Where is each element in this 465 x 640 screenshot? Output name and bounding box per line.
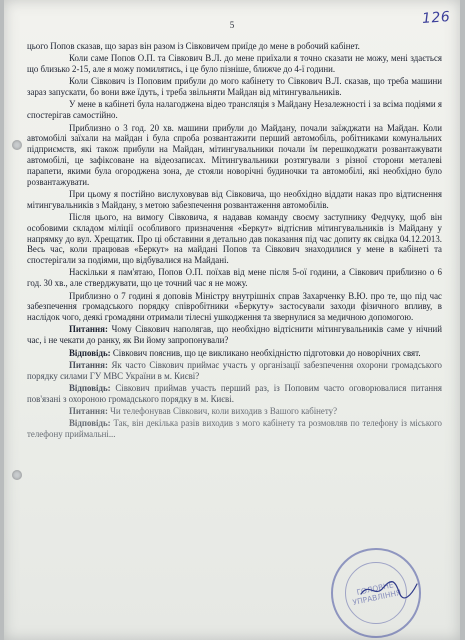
qa-label: Питання: bbox=[69, 324, 108, 335]
paragraph: Наскільки я пам'ятаю, Попов О.П. поїхав від мене після 5-ої години, а Сівкович приблизно о 6 год. 30 хв., але стверджувати, що це точний час я не можу. bbox=[27, 267, 442, 289]
paragraph: Коли саме Попов О.П. та Сівкович В.Л. до мене приїхали я точно сказати не можу, мені здається що близько 2-15, але я можу помилятись, і це було пізніше, ближче до 4-ї години. bbox=[27, 53, 442, 75]
handwritten-page-number: 126 bbox=[421, 9, 451, 27]
paragraph: Приблизно о 3 год. 20 хв. машини прибули до Майдану, почали заїжджати на Майдан. Коли автомобілі заїхали на майдан і була спроба розвантажити перший автомобіль, робітниками комунальних підприємств, які також прибули на Майдан, мітингувальники почали їм перешкоджати розвантажувати автомобілі, це зафіксоване на відеозаписах. Мітингувальники розтягували з різної сторони металеві парапети, якими була огороджена зона, де стояли новорічні будиночки та автомобілі, які необхідно було розвантажувати. bbox=[27, 122, 442, 187]
paragraph: цього Попов сказав, що зараз він разом із Сівковичем приїде до мене в робочий кабінет. bbox=[27, 41, 360, 51]
qa-text: Як часто Сівкович приймає участь у організації забезпечення охорони громадського порядку силами ГУ МВС України в м. Києві? bbox=[27, 359, 442, 381]
answer bbox=[27, 418, 442, 440]
paragraph: При цьому я постійно вислуховував від Сівковича, що необхідно віддати наказ про відтиснення мітингувальників з Майдану, з метою забезпечення розвантаження автомобілів. bbox=[27, 188, 442, 210]
qa-text: Чи телефонував Сівкович, коли виходив з Вашого кабінету? bbox=[110, 406, 338, 416]
qa-text: Сівкович пояснив, що це викликано необхідністю підготовки до новорічних свят. bbox=[112, 347, 421, 358]
paragraph: У мене в кабінеті була налагоджена відео трансляція з Майдану Незалежності і за всіма подіями я спостерігав самостійно. bbox=[27, 99, 442, 121]
question bbox=[27, 324, 442, 346]
qa-text: Так, він декілька разів виходив з мого кабінету та розмовляв по телефону із міського телефону приймальні... bbox=[27, 418, 442, 440]
document-page bbox=[4, 0, 460, 640]
answer bbox=[27, 383, 442, 405]
punch-hole bbox=[12, 470, 22, 480]
question bbox=[27, 360, 442, 382]
qa-label: Питання: bbox=[69, 359, 108, 370]
page-number: 5 bbox=[229, 20, 235, 30]
stamp-text: ГОЛОВНЕ УПРАВЛІННЯ bbox=[351, 580, 403, 607]
qa-label: Відповідь: bbox=[69, 382, 111, 393]
paragraph: Після цього, на вимогу Сівковича, я надавав команду своєму заступнику Федчуку, щоб він особовими складом міліції особливого призначення «Беркут» відтіснив мітингувальників із Майдану у напрямку до вул. Хрещатик. Про ці обставини я детально дав показання під час допиту як свідка 04.12.2013. Весь час, коли працював «Беркут» на майдані Попов та Сівкович знаходилися у мене в кабінеті та спостерігали за подіями, що відбувалися на Майдані. bbox=[27, 211, 442, 266]
question bbox=[27, 406, 442, 417]
qa-label: Питання: bbox=[69, 406, 108, 416]
qa-label: Відповідь: bbox=[69, 347, 111, 358]
answer bbox=[27, 348, 442, 359]
qa-text: Чому Сівкович наполягав, що необхідно відтіснити мітингувальників саме у нічний час, і не чекати до ранку, як Ви йому запропонували? bbox=[27, 324, 443, 346]
paragraph: Коли Сівкович із Поповим прибули до мого кабінету то Сівкович В.Л. сказав, що треба машини зараз запускати, бо вони вже їдуть, і треба звільняти Майдан від мітингувальників. bbox=[27, 76, 442, 98]
qa-text: Сівкович приймав участь перший раз, із Поповим часто оговорювалися питання пов'язані з охороною громадського порядку в м. Києві. bbox=[27, 382, 442, 404]
document-body bbox=[27, 41, 442, 441]
paragraph: Приблизно о 7 годині я доповів Міністру внутрішніх справ Захарченку В.Ю. про те, що під час забезпечення громадського порядку співробітники «Беркуту» застосували заходи фізичного впливу, в наслідок чого, деякі громадяни отримали тілесні ушкодження та звернулися за медичною допомогою. bbox=[27, 290, 442, 323]
signature-scribble bbox=[359, 578, 419, 600]
punch-hole bbox=[12, 140, 22, 150]
qa-label: Відповідь: bbox=[69, 418, 111, 429]
